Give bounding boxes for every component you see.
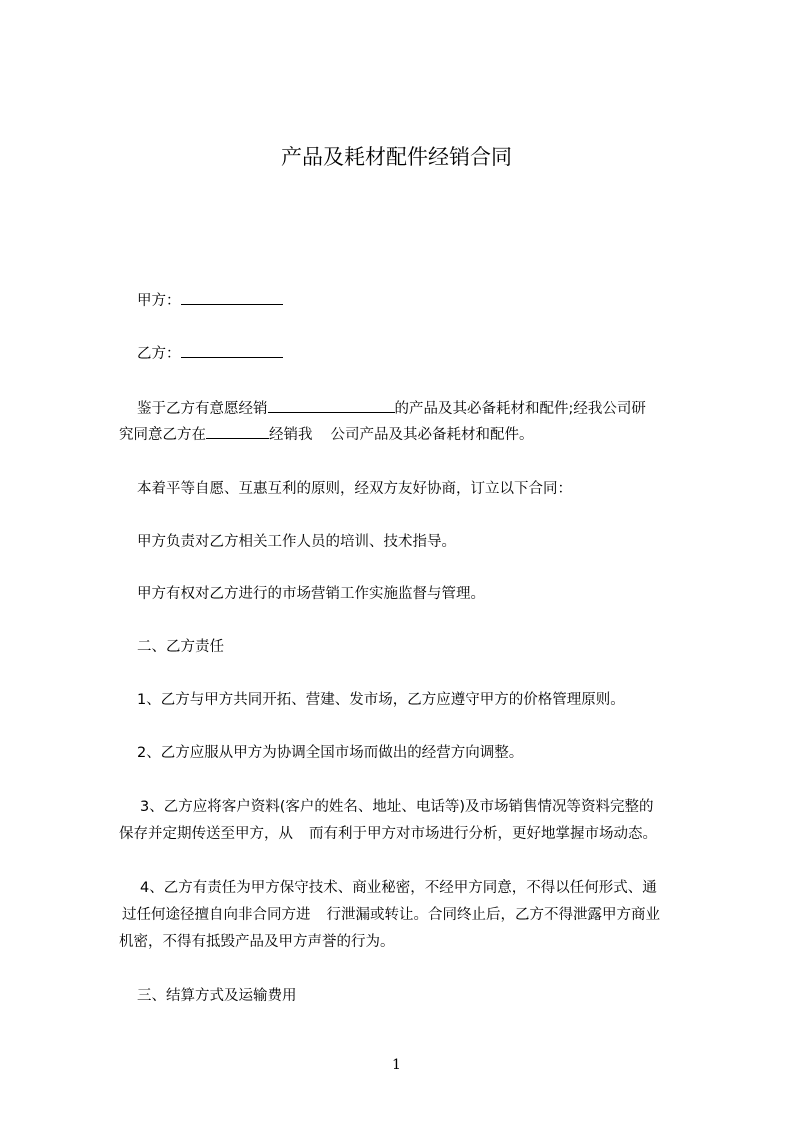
intro-text-5: 公司产品及其必备耗材和配件。 bbox=[330, 427, 534, 443]
intro-text-2: 的产品及其必备耗材和配件;经我公司研 bbox=[394, 401, 646, 417]
party-b-item-3-line-2 bbox=[119, 824, 657, 844]
intro-line-2 bbox=[119, 425, 534, 445]
section-3-heading: 三、结算方式及运输费用 bbox=[137, 988, 297, 1004]
party-a-blank bbox=[181, 291, 283, 305]
product-blank bbox=[268, 399, 395, 413]
intro-text-4: 经销我 bbox=[269, 427, 313, 443]
region-blank bbox=[206, 425, 269, 439]
contract-title: 产品及耗材配件经销合同 bbox=[281, 145, 512, 169]
party-b-item-4-line-1: 4、乙方有责任为甲方保守技术、商业秘密，不经甲方同意，不得以任何形式、通 bbox=[140, 880, 657, 896]
party-a-duty-1: 甲方负责对乙方相关工作人员的培训、技术指导。 bbox=[137, 534, 456, 550]
item-4-text-a: 过任何途径擅自向非合同方进 bbox=[122, 907, 311, 923]
item-3-text-a: 保存并定期传送至甲方，从 bbox=[119, 826, 293, 842]
party-a-label: 甲方： bbox=[137, 293, 181, 309]
party-b-item-4-line-3: 机密，不得有抵毁产品及甲方声誉的行为。 bbox=[119, 934, 395, 950]
party-b-blank bbox=[181, 344, 283, 358]
party-b-label: 乙方： bbox=[137, 346, 181, 362]
section-2-heading: 二、乙方责任 bbox=[137, 639, 224, 655]
party-a-duty-2: 甲方有权对乙方进行的市场营销工作实施监督与管理。 bbox=[137, 586, 485, 602]
intro-text-1: 鉴于乙方有意愿经销 bbox=[137, 401, 268, 417]
party-a-line bbox=[137, 291, 283, 311]
intro-line-1 bbox=[137, 399, 646, 419]
party-b-item-4-line-2 bbox=[122, 905, 660, 925]
item-3-text-b: 而有利于甲方对市场进行分析，更好地掌握市场动态。 bbox=[309, 826, 657, 842]
page-number: 1 bbox=[392, 1057, 401, 1073]
party-b-item-2: 2、乙方应服从甲方为协调全国市场而做出的经营方向调整。 bbox=[137, 745, 524, 761]
party-b-item-1: 1、乙方与甲方共同开拓、营建、发市场，乙方应遵守甲方的价格管理原则。 bbox=[137, 692, 625, 708]
intro-text-3: 究同意乙方在 bbox=[119, 427, 206, 443]
party-b-line bbox=[137, 344, 283, 364]
principle-paragraph: 本着平等自愿、互惠互利的原则，经双方友好协商，订立以下合同： bbox=[137, 481, 572, 497]
item-4-text-b: 行泄漏或转让。合同终止后，乙方不得泄露甲方商业 bbox=[326, 907, 660, 923]
party-b-item-3-line-1: 3、乙方应将客户资料(客户的姓名、地址、电话等)及市场销售情况等资料完整的 bbox=[140, 799, 654, 815]
